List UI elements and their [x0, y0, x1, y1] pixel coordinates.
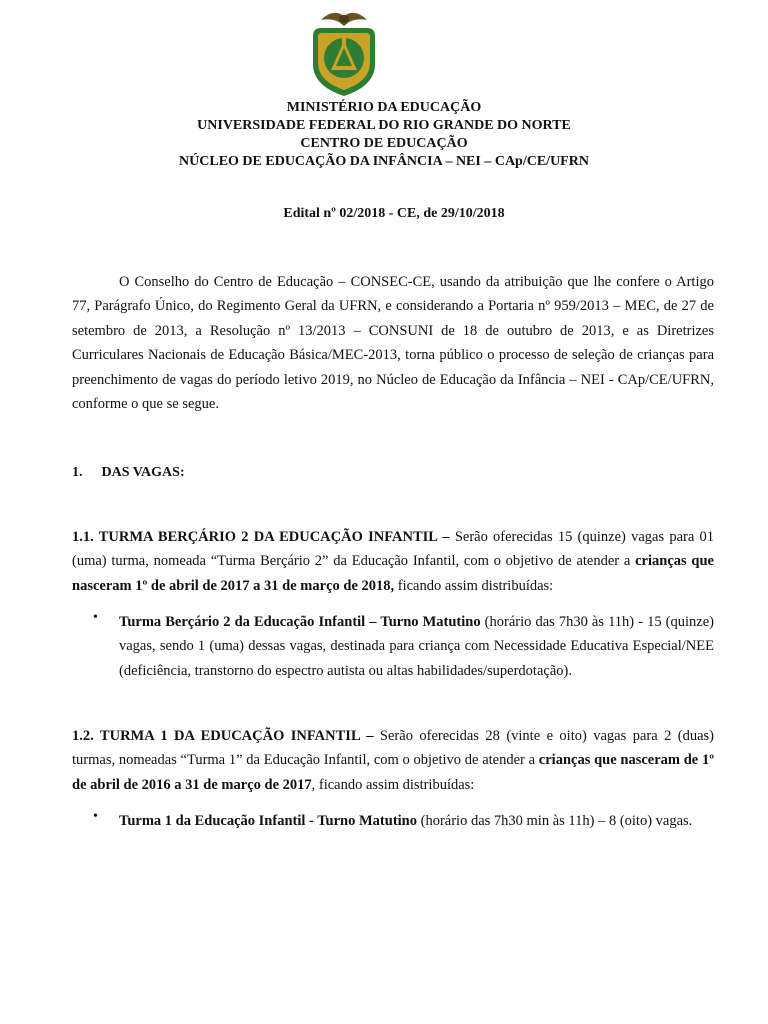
section-1-2-title: 1.2. TURMA 1 DA EDUCAÇÃO INFANTIL –: [72, 728, 374, 744]
bullet-item-title: Turma 1 da Educação Infantil - Turno Matutino: [119, 813, 417, 829]
section-1-2-text-a: Serão oferecidas 28 (vinte e oito) vagas para 2 (duas) turmas, nomeadas “Turma 1” da Educação Infantil, com o objetivo de atender a: [72, 728, 714, 769]
ufrn-seal-icon: [301, 6, 387, 98]
header-center: CENTRO DE EDUCAÇÃO: [300, 136, 468, 151]
section-1-heading: [72, 465, 185, 481]
header-university: UNIVERSIDADE FEDERAL DO RIO GRANDE DO NORTE: [197, 118, 571, 133]
bullet-icon: •: [93, 610, 98, 625]
section-1-2-bullet: [93, 809, 714, 833]
section-1-1-bullet: [93, 610, 714, 683]
section-1-2-paragraph: [72, 724, 714, 797]
bullet-icon: •: [93, 809, 98, 824]
bullet-item-title: Turma Berçário 2 da Educação Infantil – Turno Matutino: [119, 614, 481, 630]
section-1-1-birth-range: crianças que nasceram 1º de abril de 2017 a 31 de março de 2018,: [72, 553, 714, 594]
section-1-1-paragraph: [72, 525, 714, 598]
bullet-item-text: (horário das 7h30 às 11h) - 15 (quinze) vagas, sendo 1 (uma) dessas vagas, destinada para criança com Necessidade Educativa Especial/NEE (deficiência, transtorno do espectro autista ou altas habilidades/superdotação).: [119, 614, 714, 679]
header-nucleus: NÚCLEO DE EDUCAÇÃO DA INFÂNCIA – NEI – CAp/CE/UFRN: [179, 154, 589, 169]
section-1-1-text-b: ficando assim distribuídas:: [394, 577, 554, 594]
edital-title: Edital nº 02/2018 - CE, de 29/10/2018: [283, 206, 505, 221]
section-1-number: 1.: [72, 465, 83, 480]
bullet-item-text: (horário das 7h30 min às 11h) – 8 (oito) vagas.: [417, 813, 693, 829]
bullet-item: [119, 610, 714, 683]
section-1-2-text-b: , ficando assim distribuídas:: [311, 776, 475, 793]
section-1-2-birth-range: crianças que nasceram de 1º de abril de 2016 a 31 de março de 2017: [72, 752, 714, 793]
bullet-item: [119, 809, 714, 833]
document-header: [0, 99, 768, 171]
section-1-1-text-a: Serão oferecidas 15 (quinze) vagas para 01 (uma) turma, nomeada “Turma Berçário 2” da Educação Infantil, com o objetivo de atender a: [72, 529, 714, 570]
intro-paragraph: O Conselho do Centro de Educação – CONSEC-CE, usando da atribuição que lhe confere o Artigo 77, Parágrafo Único, do Regimento Geral da UFRN, e considerando a Portaria nº 959/2013 – MEC, de 27 de setembro de 2013, a Resolução nº 13/2013 – CONSUNI de 18 de outubro de 2013, e as Diretrizes Curriculares Nacionais de Educação Básica/MEC-2013, torna público o processo de seleção de crianças para preenchimento de vagas do período letivo 2019, no Núcleo de Educação da Infância – NEI - CAp/CE/UFRN, conforme o que se segue.: [72, 274, 714, 413]
header-ministry: MINISTÉRIO DA EDUCAÇÃO: [286, 100, 482, 115]
section-1-1-title: 1.1. TURMA BERÇÁRIO 2 DA EDUCAÇÃO INFANTIL –: [72, 529, 450, 545]
section-1-title: DAS VAGAS:: [101, 465, 185, 480]
